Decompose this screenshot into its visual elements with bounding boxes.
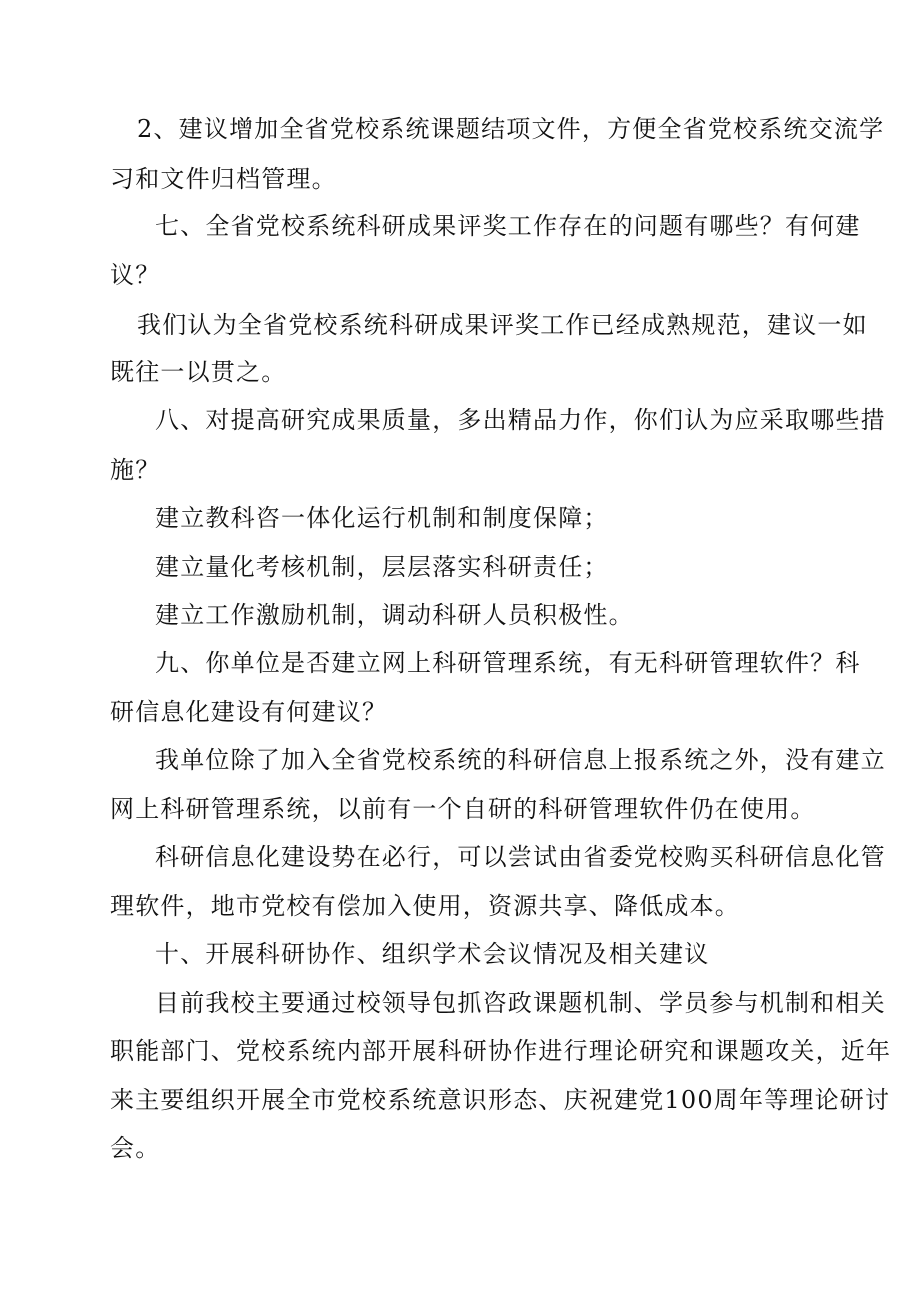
- text-line: 会。: [110, 1134, 161, 1162]
- text-line: 我单位除了加入全省党校系统的科研信息上报系统之外，没有建立: [155, 746, 886, 774]
- section-heading: 研信息化建设有何建议？: [110, 698, 388, 726]
- text-line: 2、建议增加全省党校系统课题结项文件，方便全省党校系统交流学: [137, 115, 885, 143]
- section-heading: 八、对提高研究成果质量，多出精品力作，你们认为应采取哪些措: [155, 406, 886, 434]
- section-heading: 九、你单位是否建立网上科研管理系统，有无科研管理软件？科: [155, 649, 861, 677]
- section-heading: 十、开展科研协作、组织学术会议情况及相关建议: [155, 940, 710, 968]
- text-line: 职能部门、党校系统内部开展科研协作进行理论研究和课题攻关，近年: [110, 1037, 892, 1065]
- text-line: 目前我校主要通过校领导包抓咨政课题机制、学员参与机制和相关: [155, 989, 886, 1017]
- text-line: 既往一以贯之。: [110, 358, 287, 386]
- section-heading: 施？: [110, 456, 161, 484]
- section-heading: 议？: [110, 261, 161, 289]
- section-heading: 七、全省党校系统科研成果评奖工作存在的问题有哪些？有何建: [155, 212, 861, 240]
- text-line: 理软件，地市党校有偿加入使用，资源共享、降低成本。: [110, 892, 740, 920]
- text-line: 科研信息化建设势在必行，可以尝试由省委党校购买科研信息化管: [155, 843, 886, 871]
- text-line: 建立教科咨一体化运行机制和制度保障；: [155, 504, 609, 532]
- text-line: 我们认为全省党校系统科研成果评奖工作已经成熟规范，建议一如: [137, 311, 868, 339]
- text-line: 建立量化考核机制，层层落实科研责任；: [155, 553, 609, 581]
- text-line: 建立工作激励机制，调动科研人员积极性。: [155, 601, 634, 629]
- text-line: 网上科研管理系统，以前有一个自研的科研管理软件仍在使用。: [110, 795, 816, 823]
- text-line: 习和文件归档管理。: [110, 165, 337, 193]
- text-line: 来主要组织开展全市党校系统意识形态、庆祝建党100周年等理论研讨: [110, 1086, 891, 1114]
